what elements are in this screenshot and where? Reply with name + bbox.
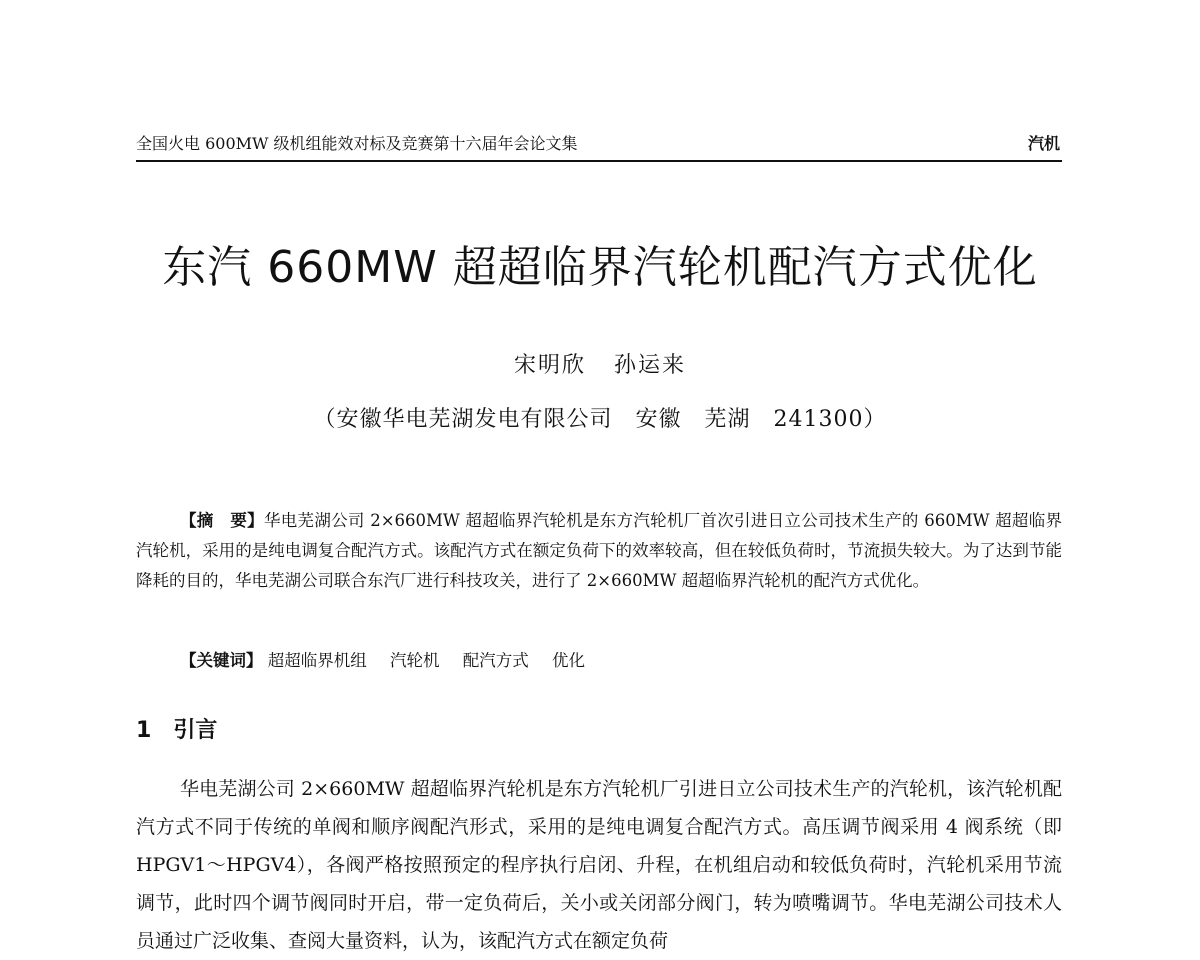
abstract-text: 华电芜湖公司 2×660MW 超超临界汽轮机是东方汽轮机厂首次引进日立公司技术生产的 660MW 超超临界汽轮机，采用的是纯电调复合配汽方式。该配汽方式在额定负荷下的效率较高，但在较低负荷时，节流损失较大。为了达到节能降耗的目的，华电芜湖公司联合东汽厂进行科技攻关，进行了 2×660MW 超超临界汽轮机的配汽方式优化。 (136, 511, 1063, 590)
running-header (136, 132, 1062, 162)
section-category: 汽机 (1027, 134, 1060, 153)
paper-title: 东汽 660MW 超超临界汽轮机配汽方式优化 (162, 242, 1038, 293)
keywords (180, 646, 1060, 676)
keyword: 超超临界机组 (267, 651, 367, 670)
section-heading (136, 714, 217, 748)
keyword: 配汽方式 (462, 651, 529, 670)
author-name: 孙运来 (614, 353, 687, 378)
section-number: 1 (136, 718, 152, 743)
keyword: 汽轮机 (390, 651, 440, 670)
author-affiliation: （安徽华电芜湖发电有限公司 安徽 芜湖 241300） (313, 407, 887, 432)
keyword: 优化 (552, 651, 585, 670)
proceedings-title: 全国火电 600MW 级机组能效对标及竞赛第十六届年会论文集 (136, 134, 578, 153)
abstract (136, 506, 1062, 596)
keywords-label: 【关键词】 (180, 651, 263, 670)
abstract-label: 【摘 要】 (180, 511, 264, 530)
author-list (0, 350, 1200, 382)
body-paragraph: 华电芜湖公司 2×660MW 超超临界汽轮机是东方汽轮机厂引进日立公司技术生产的汽轮机，该汽轮机配汽方式不同于传统的单阀和顺序阀配汽形式，采用的是纯电调复合配汽方式。高压调节阀采用 4 阀系统（即 HPGV1～HPGV4），各阀严格按照预定的程序执行启闭、升程，在机组启动和较低负荷时，汽轮机采用节流调节，此时四个调节阀同时开启，带一定负荷后，关小或关闭部分阀门，转为喷嘴调节。华电芜湖公司技术人员通过广泛收集、查阅大量资料，认为，该配汽方式在额定负荷 (136, 778, 1062, 952)
author-name: 宋明欣 (513, 353, 586, 378)
body-text (136, 770, 1062, 960)
section-title: 引言 (173, 718, 218, 743)
